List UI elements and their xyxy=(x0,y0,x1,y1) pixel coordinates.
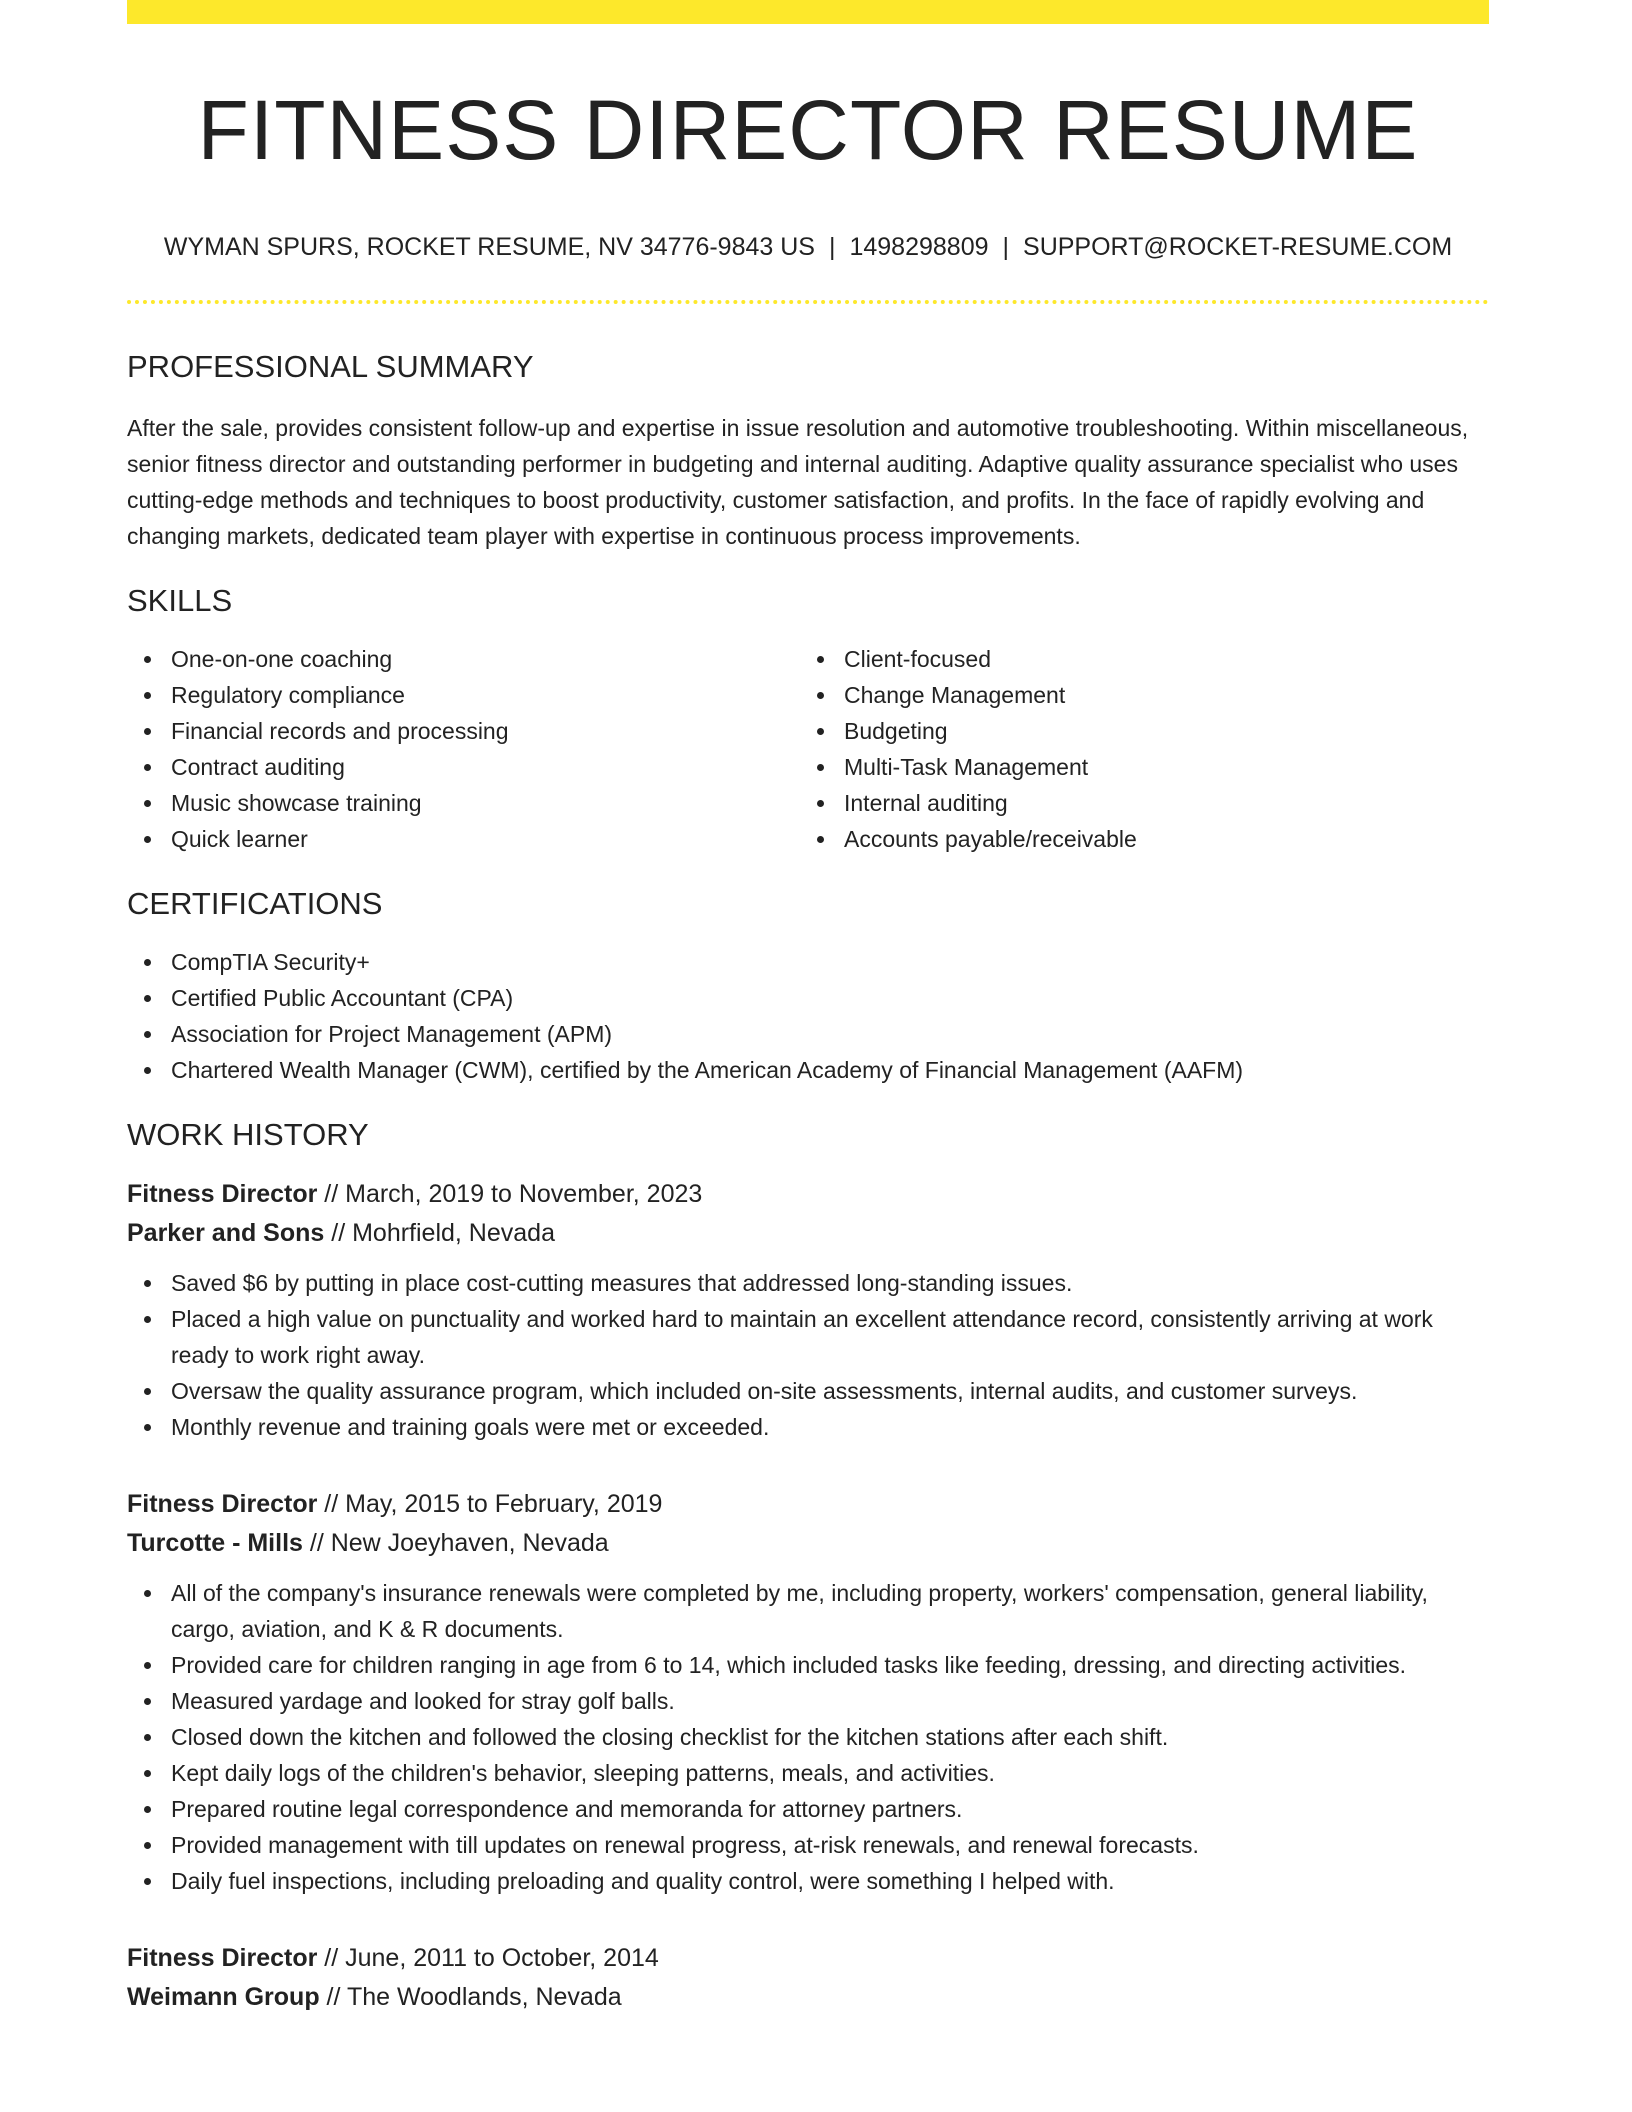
dotted-divider xyxy=(127,300,1489,304)
job-duty-item: Closed down the kitchen and followed the closing checklist for the kitchen stations after each shift. xyxy=(171,1719,1489,1755)
skills-column-left xyxy=(127,641,800,857)
contact-line xyxy=(127,232,1489,262)
certification-item: CompTIA Security+ xyxy=(171,944,1489,980)
skills-list-right xyxy=(800,641,1473,857)
skill-item: Music showcase training xyxy=(171,785,800,821)
job-duties-list xyxy=(127,1265,1489,1445)
job-title: Fitness Director xyxy=(127,1490,318,1519)
skill-item: Client-focused xyxy=(844,641,1473,677)
job-duty-item: All of the company's insurance renewals were completed by me, including property, workers' compensation, general liability, cargo, aviation, and K & R documents. xyxy=(171,1575,1489,1647)
resume-page xyxy=(127,0,1489,2017)
certification-item: Certified Public Accountant (CPA) xyxy=(171,980,1489,1016)
skill-item: One-on-one coaching xyxy=(171,641,800,677)
job-duty-item: Saved $6 by putting in place cost-cutting measures that addressed long-standing issues. xyxy=(171,1265,1489,1301)
contact-email: SUPPORT@ROCKET-RESUME.COM xyxy=(1023,233,1453,262)
skills-list-left xyxy=(127,641,800,857)
job-company-line xyxy=(127,1978,1489,2017)
skill-item: Internal auditing xyxy=(844,785,1473,821)
certifications-list xyxy=(127,944,1489,1088)
job-dates: // March, 2019 to November, 2023 xyxy=(317,1180,703,1209)
job-duty-item: Oversaw the quality assurance program, which included on-site assessments, internal audits, and customer surveys. xyxy=(171,1373,1489,1409)
skill-item: Financial records and processing xyxy=(171,713,800,749)
job-entry xyxy=(127,1175,1489,1445)
job-duty-item: Kept daily logs of the children's behavior, sleeping patterns, meals, and activities. xyxy=(171,1755,1489,1791)
job-location: // Mohrfield, Nevada xyxy=(324,1219,555,1248)
job-duty-item: Placed a high value on punctuality and worked hard to maintain an excellent attendance record, consistently arriving at work ready to work right away. xyxy=(171,1301,1489,1373)
summary-text: After the sale, provides consistent follow-up and expertise in issue resolution and automotive troubleshooting. Within miscellaneous, senior fitness director and outstanding performer in budgeting and internal auditing. Adaptive quality assurance specialist who uses cutting-edge methods and techniques to boost productivity, customer satisfaction, and profits. In the face of rapidly evolving and changing markets, dedicated team player with expertise in continuous process improvements. xyxy=(127,414,1469,549)
contact-phone: 1498298809 xyxy=(849,233,989,262)
job-company: Turcotte - Mills xyxy=(127,1529,303,1558)
job-company-line xyxy=(127,1524,1489,1563)
job-location: // The Woodlands, Nevada xyxy=(319,1983,622,2012)
contact-separator: | xyxy=(828,233,836,262)
job-title-line xyxy=(127,1485,1489,1524)
job-duty-item: Prepared routine legal correspondence and memoranda for attorney partners. xyxy=(171,1791,1489,1827)
job-duty-item: Measured yardage and looked for stray golf balls. xyxy=(171,1683,1489,1719)
certification-item: Chartered Wealth Manager (CWM), certified by the American Academy of Financial Management (AAFM) xyxy=(171,1052,1489,1088)
job-dates: // May, 2015 to February, 2019 xyxy=(317,1490,663,1519)
job-company: Weimann Group xyxy=(127,1983,320,2012)
skill-item: Quick learner xyxy=(171,821,800,857)
certification-item: Association for Project Management (APM) xyxy=(171,1016,1489,1052)
job-location: // New Joeyhaven, Nevada xyxy=(302,1529,609,1558)
job-title: Fitness Director xyxy=(127,1180,318,1209)
job-duty-item: Provided management with till updates on renewal progress, at-risk renewals, and renewal forecasts. xyxy=(171,1827,1489,1863)
skills-column-right xyxy=(800,641,1473,857)
summary-heading: PROFESSIONAL SUMMARY xyxy=(127,349,534,385)
resume-title: FITNESS DIRECTOR RESUME xyxy=(197,83,1419,177)
job-company-line xyxy=(127,1214,1489,1253)
job-title-line xyxy=(127,1175,1489,1214)
skill-item: Multi-Task Management xyxy=(844,749,1473,785)
job-duties-list xyxy=(127,1575,1489,1899)
job-duty-item: Daily fuel inspections, including preloading and quality control, were something I helped with. xyxy=(171,1863,1489,1899)
skill-item: Regulatory compliance xyxy=(171,677,800,713)
contact-address: WYMAN SPURS, ROCKET RESUME, NV 34776-9843 US xyxy=(163,233,815,262)
job-duty-item: Monthly revenue and training goals were met or exceeded. xyxy=(171,1409,1489,1445)
skills-heading: SKILLS xyxy=(127,582,233,618)
skills-grid xyxy=(127,641,1489,857)
job-title-line xyxy=(127,1939,1489,1978)
job-entry xyxy=(127,1939,1489,2017)
job-title: Fitness Director xyxy=(127,1944,318,1973)
job-entry xyxy=(127,1485,1489,1899)
contact-separator: | xyxy=(1002,233,1010,262)
work-history-heading: WORK HISTORY xyxy=(127,1116,369,1152)
certifications-heading: CERTIFICATIONS xyxy=(127,885,383,921)
job-duty-item: Provided care for children ranging in age from 6 to 14, which included tasks like feeding, dressing, and directing activities. xyxy=(171,1647,1489,1683)
skill-item: Contract auditing xyxy=(171,749,800,785)
skill-item: Accounts payable/receivable xyxy=(844,821,1473,857)
skill-item: Budgeting xyxy=(844,713,1473,749)
job-company: Parker and Sons xyxy=(127,1219,325,1248)
skill-item: Change Management xyxy=(844,677,1473,713)
accent-top-bar xyxy=(127,0,1489,24)
job-dates: // June, 2011 to October, 2014 xyxy=(317,1944,659,1973)
